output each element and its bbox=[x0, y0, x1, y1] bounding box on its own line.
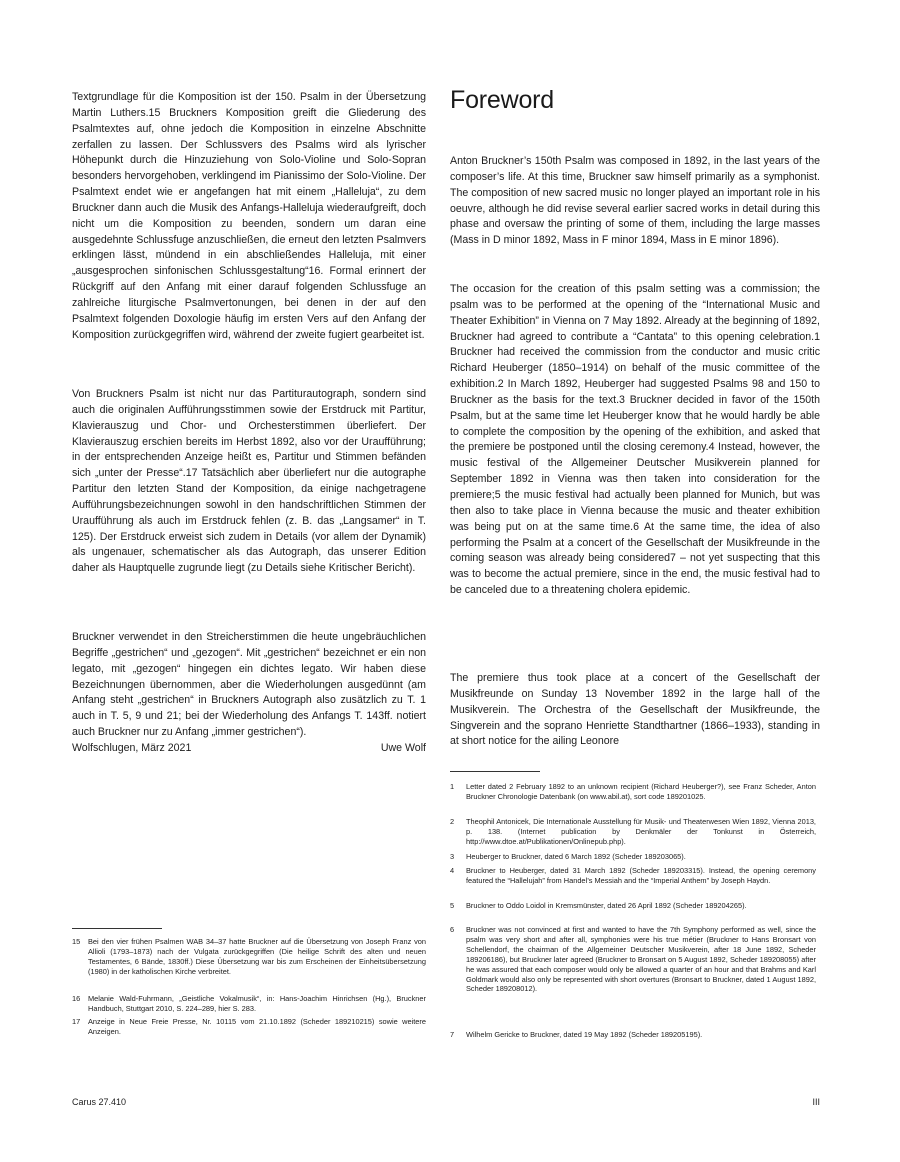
german-paragraph-2: Von Bruckners Psalm ist nicht nur das Partiturautograph, sondern sind auch die originalen Aufführungsstimmen sowie der Erstdruck mit Partitur, Klavierauszug und Chor- und Orchesterstimmen überliefert. Der Klavierauszug erschien bereits im Herbst 1892, also vor der Uraufführung; in der entsprechenden Anzeige heißt es, Partitur und Stimmen befänden sich „unter der Presse“.17 Tatsächlich aber überliefert nur die autographe Partitur den letzten Stand der Komposition, da einige nachgetragene Aufführungsbezeichnungen sowohl in den handschriftlichen Stimmen der Uraufführung als auch im Erstdruck fehlen (z. B. das „Langsamer“ in T. 125). Der Erstdruck erweist sich zudem in Details (vor allem der Dynamik) als ungenauer, schematischer als das Autograph, das unserer Edition daher als Hauptquelle zugrunde liegt (zu Details siehe Kritischer Bericht). bbox=[72, 388, 426, 575]
english-paragraph-1: Anton Bruckner’s 150th Psalm was composed in 1892, in the last years of the composer’s life. At this time, Bruckner saw himself primarily as a symphonist. The composition of new sacred music no longer played an important role in his oeuvre, although he did revise several earlier sacred works in detail during this phase and oversaw the printing of some of them, including the large masses (Mass in D minor 1892, Mass in F minor 1894, Mass in E minor 1896). bbox=[450, 155, 820, 247]
footnote-divider bbox=[72, 928, 162, 929]
footnote-number: 1 bbox=[450, 782, 455, 791]
footnote-text: Bruckner was not convinced at first and wanted to have the 7th Symphony performed as well, since the psalm was very short and after all, symphonies were his true métier (Bruckner to Hans Bronsart von Schellendorf, the chairman of the Allgemeiner Deutscher Musikverein, after 18 June 1892, Scheder 189206186), but Bruckner later agreed (Bruckner to Bronsart on 5 August 1892, Scheder 189208055) after he was assured that each composer would only be allowed a quarter of an hour and that Brahms and Karl Goldmark would also only be represented with short overtures (Bronsart to Bruckner, dated 1 August 1892, Scheder 189208012). bbox=[466, 925, 816, 994]
page-number: III bbox=[812, 1097, 820, 1107]
footnote bbox=[450, 866, 816, 886]
footnote-number: 2 bbox=[450, 817, 455, 826]
footnote bbox=[72, 1017, 426, 1037]
footnote-number: 5 bbox=[450, 901, 455, 910]
footnote bbox=[450, 1030, 816, 1040]
footnote bbox=[450, 852, 816, 862]
footnote-text: Anzeige in Neue Freie Presse, Nr. 10115 vom 21.10.1892 (Scheder 189210215) sowie weitere Anzeigen. bbox=[88, 1017, 426, 1036]
signature-place-date: Wolfschlugen, März 2021 bbox=[72, 742, 192, 754]
page-title: Foreword bbox=[450, 86, 554, 114]
english-paragraph-2: The occasion for the creation of this psalm setting was a commission; the psalm was to be performed at the opening of the “International Music and Theater Exhibition” in Vienna on 7 May 1892. Already at the beginning of 1892, Bruckner had agreed to contribute a “Cantata” to this opening celebration.1 Bruckner had received the commission from the conductor and music critic Richard Heuberger (1850–1914) on behalf of the music committee of the exhibition.2 In March 1892, Heuberger had suggested Psalms 98 and 150 to Bruckner as the basis for the text.3 Bruckner decided in favor of the 150th Psalm, but at the same time let Heuberger know that he would hardly be able to complete the composition by the opening of the exhibition, and asked that the premiere be postponed until the closing ceremony.4 Instead, however, the music festival of the Allgemeiner Deutscher Musikverein planned for September 1892 in Vienna was then taken into consideration for the premiere;5 the music festival had actually been planned for Munich, but was then also to take place in Vienna because the music and theater exhibition was being put on at the same time.6 At the same time, the idea of also performing the Psalm at a concert of the Gesellschaft der Musikfreunde in the coming season was already being considered7 – not yet suspecting that this was to become the actual premiere, since in the end, the music festival had to be canceled due to a threatening cholera epidemic. bbox=[450, 283, 820, 597]
footnote-text: Letter dated 2 February 1892 to an unknown recipient (Richard Heuberger?), see Franz Scheder, Anton Bruckner Chronologie Datenbank (on www.abil.at), sort code 189201025. bbox=[466, 782, 816, 801]
footnote-divider bbox=[450, 771, 540, 772]
footnote-text: Theophil Antonicek, Die Internationale Ausstellung für Musik- und Theaterwesen Wien 1892, Vienna 2013, p. 138. (Internet publication by Denkmäler der Tonkunst in Österreich, http://www.dtoe.at/Publikationen/Onlinepub.php). bbox=[466, 817, 816, 846]
footnote bbox=[72, 937, 426, 977]
footnote-number: 6 bbox=[450, 925, 455, 934]
footnote bbox=[450, 925, 816, 994]
footnote-number: 4 bbox=[450, 866, 455, 875]
footnote bbox=[72, 994, 426, 1014]
footnote-text: Bei den vier frühen Psalmen WAB 34–37 hatte Bruckner auf die Übersetzung von Joseph Franz von Allioli (1793–1873) nach der Vulgata zurückgegriffen (Die heilige Schrift des alten und neuen Testamentes, 6 Bände, 1830ff.) Diese Übersetzung war bis zum Erscheinen der Einheitsübersetzung (1980) in der katholischen Kirche verbreitet. bbox=[88, 937, 426, 976]
german-paragraph-3: Bruckner verwendet in den Streicherstimmen die heute ungebräuchlichen Begriffe „gestrichen“ und „gezogen“. Mit „gestrichen“ bezeichnet er ein non legato, mit „gezogen“ hingegen ein dichtes legato. Wir haben diese Bezeichnungen übernommen, aber die Wiederholungen ausgedünnt (am Anfang steht „gestrichen“ in Bruckners Autograph also zusätzlich zu T. 1 auch in T. 5, 9 und 21; bei der Wiederholung des Anfangs T. 143ff. notiert auch Bruckner nur zu Anfang „immer gestrichen“). bbox=[72, 631, 426, 739]
german-paragraph-1: Textgrundlage für die Komposition ist der 150. Psalm in der Übersetzung Martin Luthers.15 Bruckners Komposition greift die Gliederung des Psalmtextes auf, ohne jedoch die Komposition in einzelne Abschnitte zerfallen zu lassen. Der Schlussvers des Psalms wird als lyrischer Höhepunkt durch die Hinzuziehung von Solo-Violine und Solo-Sopran besonders hervorgehoben, verklingend im Pianissimo der Solo-Violine. Der Psalmtext endet wie er angefangen hat mit einem „Halleluja“, zu dem Bruckner dann auch die Musik des Anfangs-Halleluja wiederaufgreift, doch nicht um die Komposition zu beenden, sondern um daran eine ausgedehnte Schlussfuge anzuschließen, die erneut den letzten Psalmvers erklingen lässt, mündend in ein abschließendes Halleluja, mit einer „ausgesprochen sinfonischen Schlussgestaltung“16. Formal erinnert der Rückgriff auf den Anfang mit einer darauf folgenden Schlussfuge an zahlreiche liturgische Psalmvertonungen, bei denen in der auf den Psalmtext folgenden Doxologie häufig im ersten Vers auf den Anfang der Komposition zurückgegriffen wird, während der zweite fugiert gearbeitet ist. bbox=[72, 91, 426, 341]
footnote bbox=[450, 782, 816, 802]
footnote bbox=[450, 901, 816, 911]
footnote-number: 16 bbox=[72, 994, 81, 1003]
footnote-text: Melanie Wald-Fuhrmann, „Geistliche Vokalmusik“, in: Hans-Joachim Hinrichsen (Hg.), Bruckner Handbuch, Stuttgart 2010, S. 224–289, hier S. 283. bbox=[88, 994, 426, 1013]
footnote-number: 15 bbox=[72, 937, 81, 946]
footnote-text: Bruckner to Oddo Loidol in Kremsmünster, dated 26 April 1892 (Scheder 189204265). bbox=[466, 901, 747, 910]
footnote-text: Bruckner to Heuberger, dated 31 March 1892 (Scheder 189203315). Instead, the opening ceremony featured the “Hallelujah” from Handel’s Messiah and the “Imperial Anthem” by Joseph Haydn. bbox=[466, 866, 816, 885]
footnote-text: Wilhelm Gericke to Bruckner, dated 19 May 1892 (Scheder 189205195). bbox=[466, 1030, 703, 1039]
footnote bbox=[450, 817, 816, 847]
catalog-number: Carus 27.410 bbox=[72, 1097, 127, 1107]
signature-author: Uwe Wolf bbox=[380, 742, 426, 754]
footnote-text: Heuberger to Bruckner, dated 6 March 1892 (Scheder 189203065). bbox=[466, 852, 686, 861]
english-paragraph-3: The premiere thus took place at a concert of the Gesellschaft der Musikfreunde on Sunday 13 November 1892 in the large hall of the Musikverein. The Orchestra of the Gesellschaft der Musikfreunde, the Singverein and the soprano Henriette Standthartner (1866–1933), standing in at short notice for the ailing Leonore bbox=[450, 672, 820, 748]
footnote-number: 17 bbox=[72, 1017, 81, 1026]
footnote-number: 3 bbox=[450, 852, 455, 861]
footnote-number: 7 bbox=[450, 1030, 455, 1039]
